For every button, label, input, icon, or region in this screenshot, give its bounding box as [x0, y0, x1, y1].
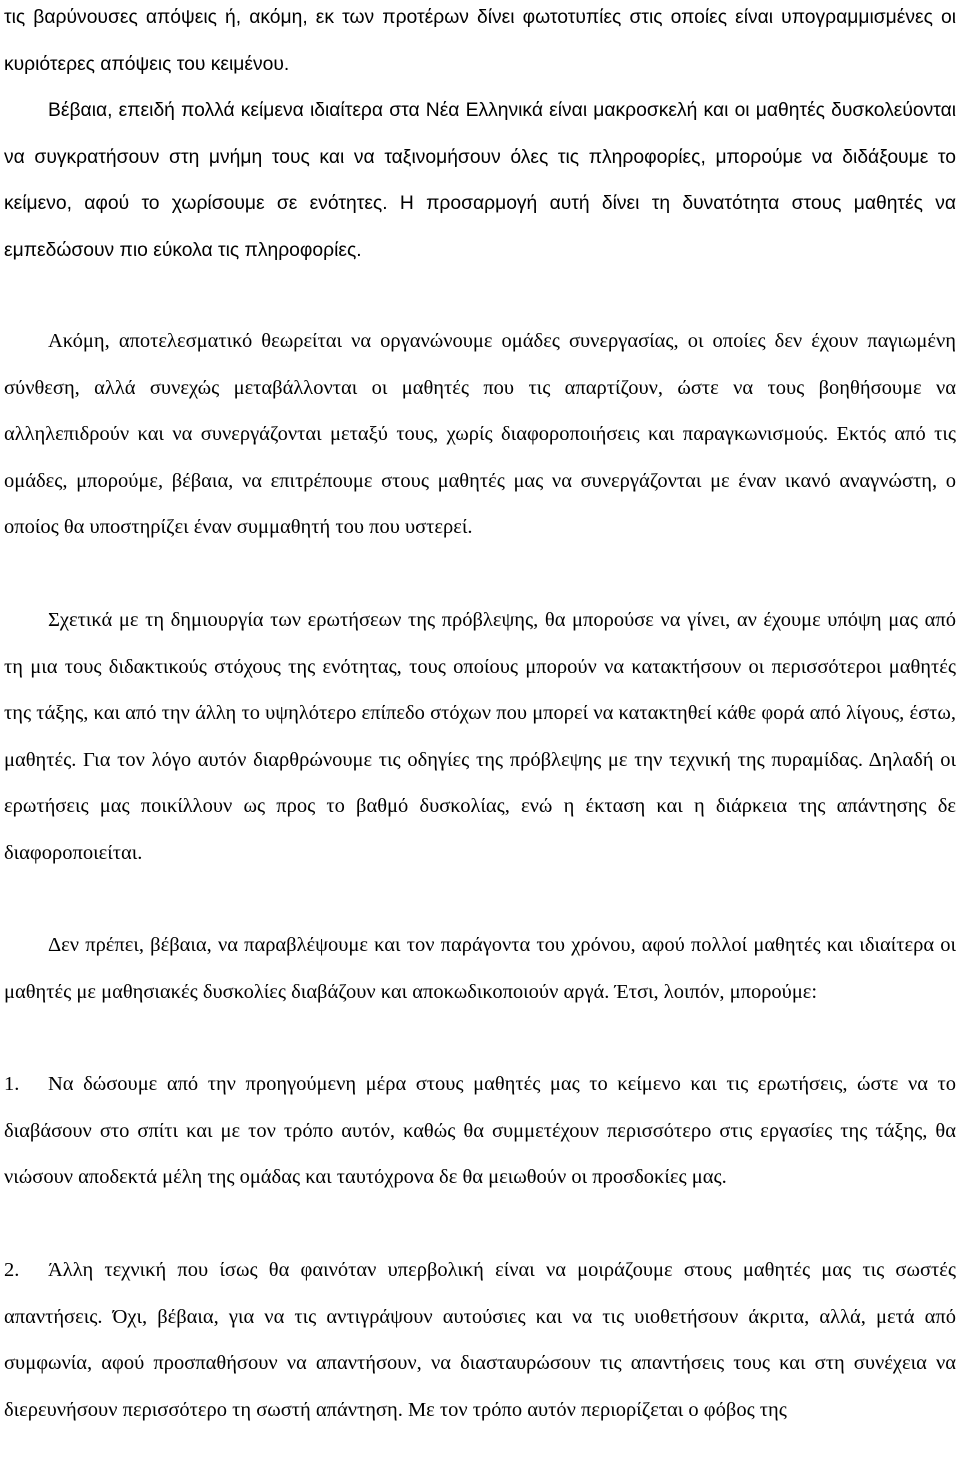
list-item-text: Άλλη τεχνική που ίσως θα φαινόταν υπερβολική είναι να μοιράζουμε στους μαθητές μας τις σωστές απαντήσεις. Όχι, βέβαια, για να τις αντιγράψουν αυτούσιες και να τις υιοθετήσουν άκριτα, αλλά, μετά από συμφωνία, αφού προσπαθήσουν να απαντήσουν, να διασταυρώσουν τις απαντήσεις τους και στη συνέχεια να διερευνήσουν περισσότερο τη σωστή απάντηση. Με τον τρόπο αυτόν περιορίζεται ο φόβος της — [4, 1259, 956, 1421]
list-item — [4, 1247, 956, 1433]
list-item-text: Να δώσουμε από την προηγούμενη μέρα στους μαθητές μας το κείμενο και τις ερωτήσεις, ώστε να το διαβάσουν στο σπίτι και με τον τρόπο αυτόν, καθώς θα συμμετέχουν περισσότερο στις εργασίες της τάξης, θα νιώσουν αποδεκτά μέλη της ομάδας και ταυτόχρονα δε θα μειωθούν οι προσδοκίες μας. — [4, 1073, 956, 1188]
paragraph-prediction: Σχετικά με τη δημιουργία των ερωτήσεων της πρόβλεψης, θα μπορούσε να γίνει, αν έχουμε υπόψη μας από τη μια τους διδακτικούς στόχους της ενότητας, τους οποίους μπορούν να κατακτήσουν οι περισσότεροι μαθητές της τάξης, και από την άλλη το υψηλότερο επίπεδο στόχων που μπορεί να κατακτηθεί κάθε φορά από λίγους, έστω, μαθητές. Για τον λόγο αυτόν διαρθρώνουμε τις οδηγίες της πρόβλεψης με την τεχνική της πυραμίδας. Δηλαδή οι ερωτήσεις μας ποικίλλουν ως προς το βαθμό δυσκολίας, ενώ η έκταση και η διάρκεια της απάντησης δε διαφοροποιείται. — [4, 609, 956, 864]
paragraph-time: Δεν πρέπει, βέβαια, να παραβλέψουμε και τον παράγοντα του χρόνου, αφού πολλοί μαθητές και ιδιαίτερα οι μαθητές με μαθησιακές δυσκολίες διαβάζουν και αποκωδικοποιούν αργά. Έτσι, λοιπόν, μπορούμε: — [4, 934, 956, 1003]
list-item-number: 2. — [4, 1259, 20, 1281]
paragraph-continuation: τις βαρύνουσες απόψεις ή, ακόμη, εκ των προτέρων δίνει φωτοτυπίες στις οποίες είναι υπογραμμισμένες οι κυριότερες απόψεις του κειμένου. — [4, 7, 956, 75]
paragraph-sections: Βέβαια, επειδή πολλά κείμενα ιδιαίτερα στα Νέα Ελληνικά είναι μακροσκελή και οι μαθητές δυσκολεύονται να συγκρατήσουν στη μνήμη τους και να ταξινομήσουν όλες τις πληροφορίες, μπορούμε να διδάξουμε το κείμενο, αφού το χωρίσουμε σε ενότητες. Η προσαρμογή αυτή δίνει τη δυνατότητα στους μαθητές να εμπεδώσουν πιο εύκολα τις πληροφορίες. — [4, 100, 956, 261]
list-item — [4, 1061, 956, 1201]
list-item-number: 1. — [4, 1073, 20, 1095]
paragraph-groups: Ακόμη, αποτελεσματικό θεωρείται να οργανώνουμε ομάδες συνεργασίας, οι οποίες δεν έχουν παγιωμένη σύνθεση, αλλά συνεχώς μεταβάλλονται οι μαθητές που τις απαρτίζουν, ώστε να τους βοηθήσουμε να αλληλεπιδρούν και να συνεργάζονται μεταξύ τους, χωρίς διαφοροποιήσεις και παραγκωνισμούς. Εκτός από τις ομάδες, μπορούμε, βέβαια, να επιτρέπουμε στους μαθητές μας να συνεργάζονται με έναν ικανό αναγνώστη, ο οποίος θα υποστηρίζει έναν συμμαθητή του που υστερεί. — [4, 330, 956, 538]
